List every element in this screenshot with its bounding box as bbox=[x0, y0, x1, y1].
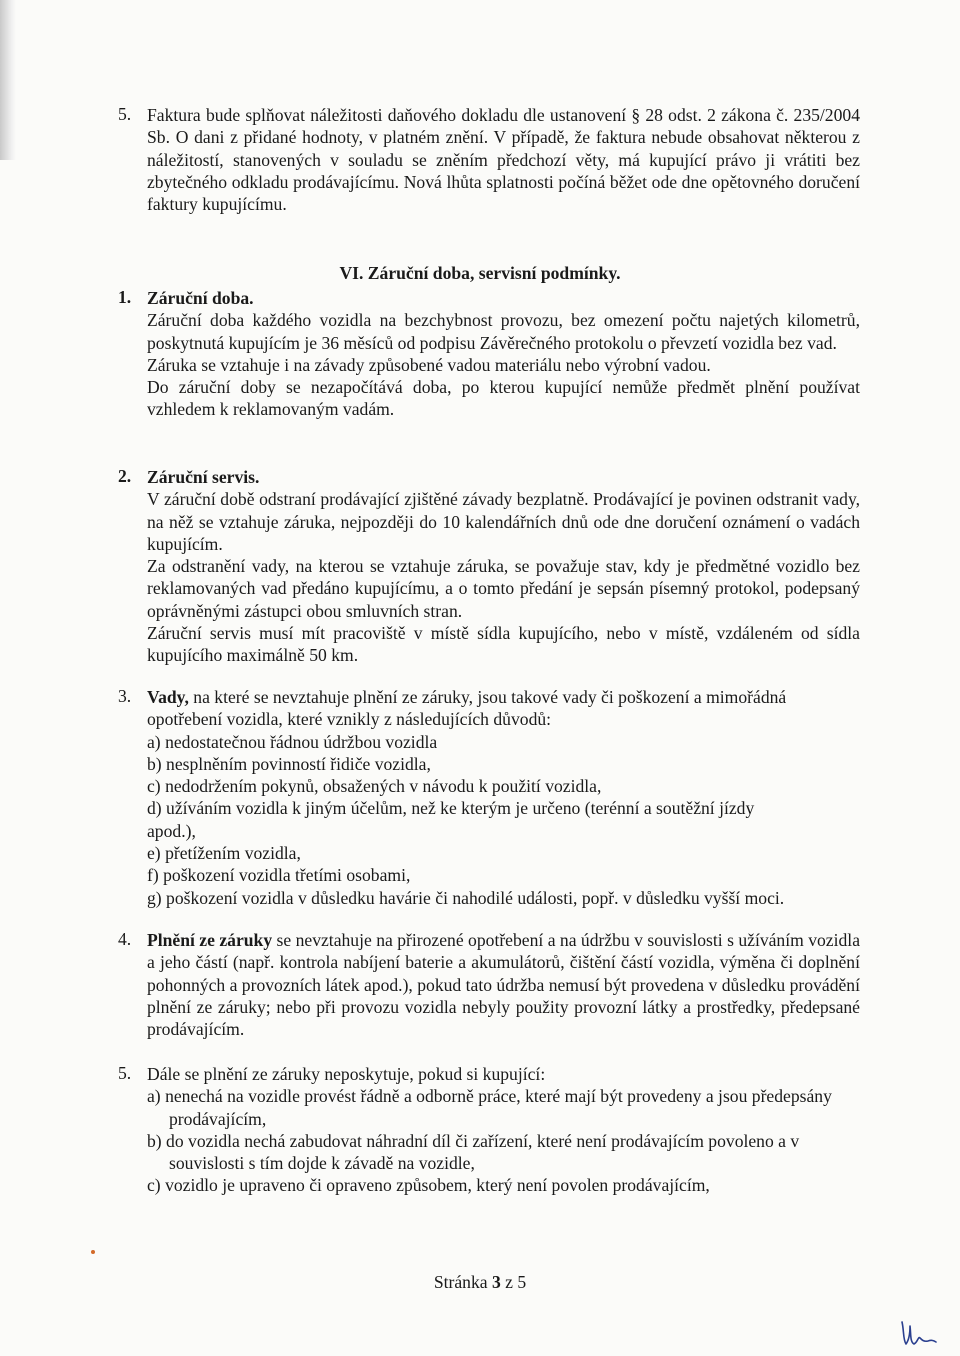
item3-list-item: a) nedostatečnou řádnou údržbou vozidla bbox=[147, 731, 438, 752]
item4-block bbox=[147, 929, 860, 1040]
article-heading: VI. Záruční doba, servisní podmínky. bbox=[339, 263, 621, 283]
footer-total-pages: 5 bbox=[517, 1272, 527, 1292]
scan-speck bbox=[91, 1250, 95, 1254]
signature-icon bbox=[898, 1318, 938, 1348]
scan-shadow bbox=[0, 0, 16, 160]
item3-list-item: e) přetížením vozidla, bbox=[147, 843, 301, 864]
section-prev-paragraph: Faktura bude splňovat náležitosti daňového dokladu dle ustanovení § 28 odst. 2 zákona č. 235/2004 Sb. O dani z přidané hodnoty, v platném znění. V případě, že faktura nebude obsahovat některou z náležitostí, stanovených v souladu se zněním předchozí věty, má kupující právo ji vrátiti bez zbytečného odkladu prodávajícímu. Nová lhůta splatnosti počíná běžet ode dne opětovného doručení faktury kupujícímu. bbox=[147, 105, 860, 215]
item3-lead-text: na které se nevztahuje plnění ze záruky, jsou takové vady či poškození a mimořádná opotřebení vozidla, které vznikly z následujících důvodů: bbox=[147, 687, 787, 730]
footer-current-page: 3 bbox=[491, 1272, 501, 1292]
item5-lead: Dále se plnění ze záruky neposkytuje, pokud si kupující: bbox=[147, 1064, 546, 1084]
item1-number: 1. bbox=[118, 287, 132, 307]
item2-block bbox=[147, 466, 860, 667]
item5-list-item: b) do vozidla nechá zabudovat náhradní díl či zařízení, které není prodávajícím povoleno a v souvislosti s tím dojde k závadě na vozidle, bbox=[147, 1130, 800, 1174]
item4-paragraph bbox=[147, 929, 860, 1040]
item5-list-item: a) nenechá na vozidle provést řádně a odborně práce, které mají být provedeny a jsou předepsány prodávajícím, bbox=[147, 1086, 832, 1129]
item2-paragraph: V záruční době odstraní prodávající zjištěné závady bezplatně. Prodávající je povinen odstranit vady, na něž se vztahuje záruka, nejpozději do 10 kalendářních dnů ode dne doručení oznámení o vadách kupujícím. bbox=[147, 489, 860, 554]
item3-block bbox=[147, 686, 797, 909]
item5-number: 5. bbox=[118, 1063, 132, 1083]
item5-block bbox=[147, 1063, 837, 1197]
item3-list-item: f) poškození vozidla třetími osobami, bbox=[147, 865, 411, 886]
page-footer bbox=[0, 1272, 960, 1293]
section-prev-text bbox=[147, 104, 860, 215]
item1-block bbox=[147, 287, 860, 421]
item1-title: Záruční doba. bbox=[147, 288, 254, 308]
item2-paragraph: Záruční servis musí mít pracoviště v místě sídla kupujícího, nebo v místě, vzdáleném od sídla kupujícího maximálně 50 km. bbox=[147, 623, 860, 666]
item3-list-item: g) poškození vozidla v důsledku havárie či nahodilé události, popř. v důsledku vyšší moci. bbox=[147, 887, 785, 908]
item3-list-item: c) nedodržením pokynů, obsažených v návodu k použití vozidla, bbox=[147, 776, 602, 797]
item5-list-item: c) vozidlo je upraveno či opraveno způsobem, který není povolen prodávajícím, bbox=[147, 1175, 710, 1196]
item1-paragraph: Záruční doba každého vozidla na bezchybnost provozu, bez omezení počtu najetých kilometrů, poskytnutá kupujícím je 36 měsíců od podpisu Závěrečného protokolu o převzetí vozidla bez vad. bbox=[147, 310, 860, 353]
item3-list-item: d) užíváním vozidla k jiným účelům, než ke kterým je určeno (terénní a soutěžní jízdy apod.), bbox=[147, 798, 755, 841]
item4-lead-bold: Plnění ze záruky bbox=[147, 930, 273, 950]
item1-paragraph: Záruka se vztahuje i na závady způsobené vadou materiálu nebo výrobní vadou. bbox=[147, 354, 711, 375]
item3-lead bbox=[147, 686, 797, 731]
item2-number: 2. bbox=[118, 466, 132, 486]
item3-list-item: b) nesplněním povinností řidiče vozidla, bbox=[147, 753, 431, 774]
item2-paragraph: Za odstranění vady, na kterou se vztahuje záruka, se považuje stav, kdy je předmětné vozidlo bez reklamovaných vad předáno kupujícímu, a o tomto předání je sepsán písemný protokol, podepsaný oprávněnými zástupci obou smluvních stran. bbox=[147, 556, 860, 621]
footer-middle: z bbox=[500, 1272, 518, 1292]
item4-number: 4. bbox=[118, 929, 132, 949]
item3-lead-bold: Vady, bbox=[147, 687, 189, 707]
footer-prefix: Stránka bbox=[433, 1272, 492, 1292]
item4-lead-text: se nevztahuje na přirozené opotřebení a na údržbu v souvislosti s užíváním vozidla a jeho částí (např. kontrola nabíjení baterie a akumulátorů, čištění částí vozidla, výměna či doplnění pohonných a provozních látek apod.), pokud tato údržba nemusí být provedena v důsledku provádění plnění ze záruky; nebo při provozu vozidla nebyly použity provozní látky a prostředky, předepsané prodávajícím. bbox=[147, 930, 860, 1040]
section-prev-number: 5. bbox=[118, 104, 132, 124]
item3-number: 3. bbox=[118, 686, 132, 706]
item1-paragraph: Do záruční doby se nezapočítává doba, po kterou kupující nemůže předmět plnění používat vzhledem k reklamovaným vadám. bbox=[147, 377, 860, 420]
item2-title: Záruční servis. bbox=[147, 467, 260, 487]
